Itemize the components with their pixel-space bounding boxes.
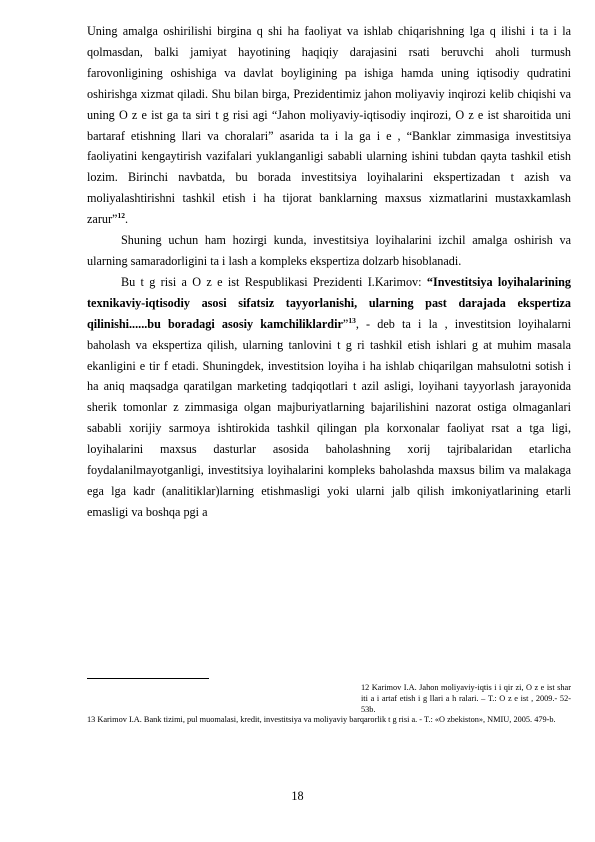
page-number: 18 <box>291 789 304 803</box>
paragraph-2: Shuning uchun ham hozirgi kunda, investitsiya loyihalarini izchil amalga oshirish va ularning samaradorligini ta i lash a kompleks ekspertiza dolzarb hisoblanadi. <box>87 233 571 268</box>
footnote-ref-13: 13 <box>348 315 356 325</box>
paragraph-3-text: , - deb ta i la , investitsion loyihalarni baholash va ekspertiza qilish, ularning tanlovini t g ri tashkil etish ishlari g at muhim masala ekanligini e tir f etadi. Shuningdek, investitsion loyiha i ha ishlab chiqarilgan mahsulotni sotish i ha aniq maqsadga qaratilgan marketing tadqiqotlari t azil asligi, loyihani tayyorlash jarayonida sherik tomonlar z zimmasiga olgan majburiyatlarning bajarilishini nazorat ostiga olmaganlari sababli xorijiy sarmoya ishtirokida tashkil qilingan pla korxonalar faoliyat rsat a tga ligi, loyihalarini maxsus dasturlar asosida baholashning xorij tajribalaridan etarlicha foydalanilmayotganligi, investitsiya loyihalarini kompleks baholashda maxsus bilim va malakaga ega lga kadr (analitiklar)larning etishmasligi yoki ularni jalb qilish imkoniyatlarining etarli emasligi va boshqa pgi a <box>87 316 571 519</box>
footnote-12: 12 Karimov I.A. Jahon moliyaviy-iqtis i i qir zi, O z e ist shar iti a i artaf etish i g llari a h ralari. – T.: O z e ist , 2009.- 52-53b. <box>361 683 571 714</box>
footnote-separator <box>87 678 209 679</box>
paragraph-1-end: . <box>124 212 128 227</box>
footnote-ref-12: 12 <box>117 211 125 221</box>
paragraph-1-text: Uning amalga oshirilishi birgina q shi ha faoliyat va ishlab chiqarishning lga q ilishi i ta i la qolmasdan, balki jamiyat hayotining haqiqiy darajasini rsati beruvchi aholi turmush farovonligining oshishiga va davlat boyligining pa ishiga hamda uning iqtisodiy qudratini oshirishga xizmat qiladi. Shu bilan birga, Prezidentimiz jahon moliyaviy inqirozi kelib chiqishi va uning O z e ist ga ta siri t g risi agi “Jahon moliyaviy-iqtisodiy inqirozi, O z e ist sharoitida uni bartaraf etishning llari va choralari” asarida ta i la ga i e , “Banklar zimmasiga investitsiya faoliyatini kengaytirish vazifalari yuklanganligi sababli ularning ishini tubdan qayta tashkil etish lozim. Birinchi navbatda, bu borada investitsiya loyihalarini ekspertizadan t azish va moliyalashtirishni tashkil etish i ha tijorat banklarning maxsus xizmatlarini mustaxkamlash zarur” <box>87 24 571 227</box>
paragraph-3-quote: “Investitsiya loyihalarining texnikaviy-iqtisodiy asosi sifatsiz tayyorlanishi, ularning past darajada ekspertiza qilinishi......bu boradagi asosiy kamchiliklardir <box>87 274 572 331</box>
paragraph-1 <box>87 21 571 230</box>
body-text <box>87 21 571 523</box>
paragraph-3 <box>87 272 571 523</box>
paragraph-3-quote-close: ” <box>342 316 349 331</box>
footnote-13: 13 Karimov I.A. Bank tizimi, pul muomalasi, kredit, investitsiya va moliyaviy barqarorlik t g risi a. - T.: «O zbekiston», NMIU, 2005. 479-b. <box>87 715 556 724</box>
paragraph-3-intro: Bu t g risi a O z e ist Respublikasi Prezidenti I.Karimov: <box>121 274 427 289</box>
